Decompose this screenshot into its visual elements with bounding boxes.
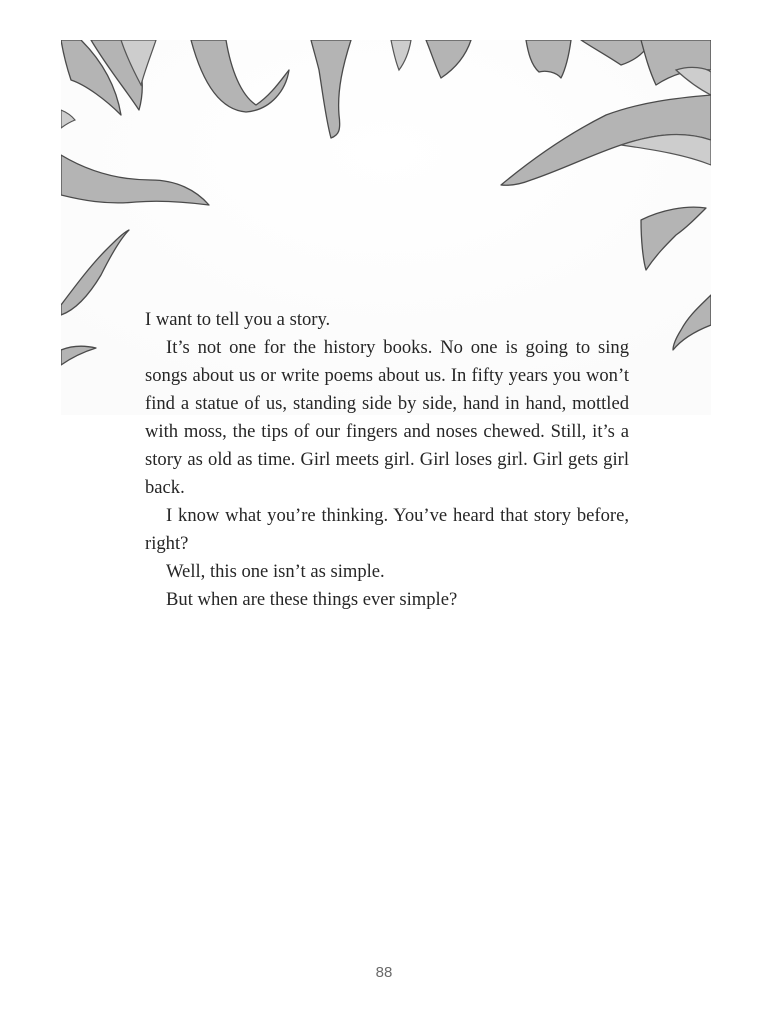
paragraph-not-simple: Well, this one isn’t as simple. — [166, 561, 385, 582]
paragraph-history: It’s not one for the history books. No one is going to sing songs about us or write poems about us. In fifty years you won’t find a statue of us, standing side by side, hand in hand, mottled with moss, the tips of our fingers and noses chewed. Still, it’s a story as old as time. Girl meets girl. Girl loses girl. Girl gets girl back. — [145, 337, 629, 498]
paragraph-ever-simple: But when are these things ever simple? — [166, 589, 458, 610]
paragraph-thinking: I know what you’re thinking. You’ve heard that story before, right? — [145, 505, 629, 554]
story-text — [145, 306, 629, 614]
paragraph-opening: I want to tell you a story. — [145, 309, 331, 330]
page-number: 88 — [375, 964, 393, 981]
